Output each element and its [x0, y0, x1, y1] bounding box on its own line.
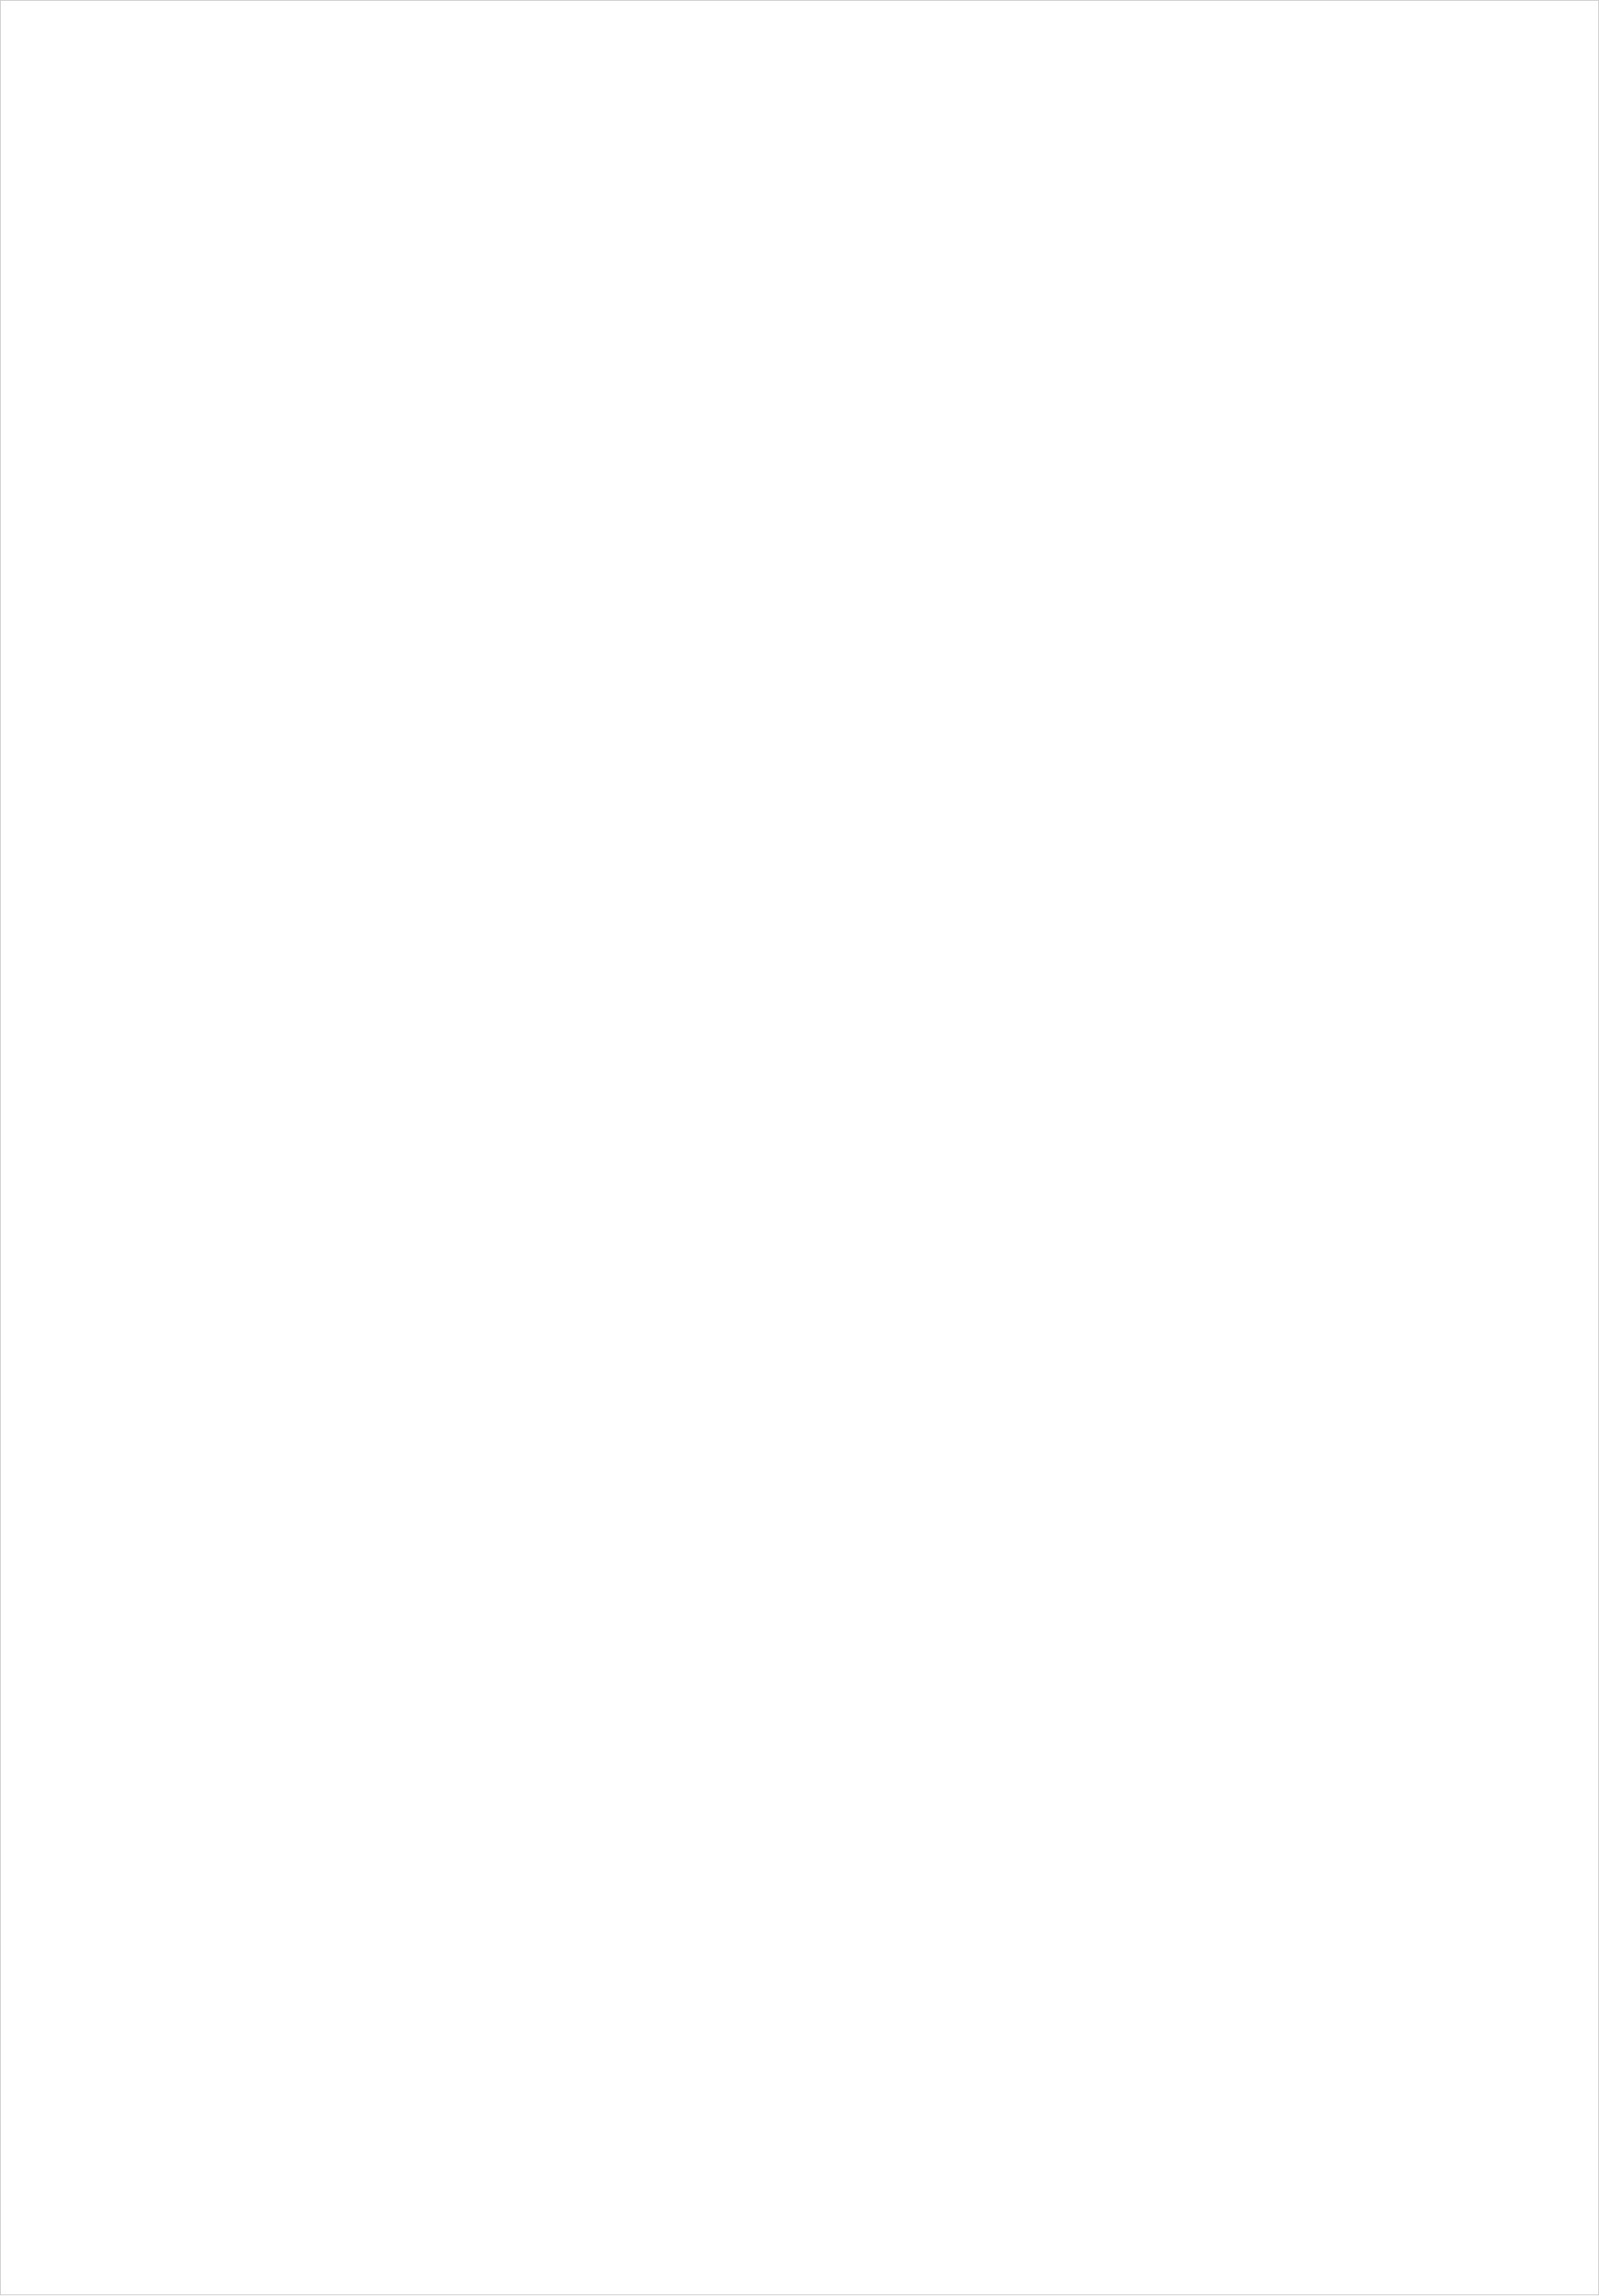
page-body — [1, 1, 1599, 2296]
